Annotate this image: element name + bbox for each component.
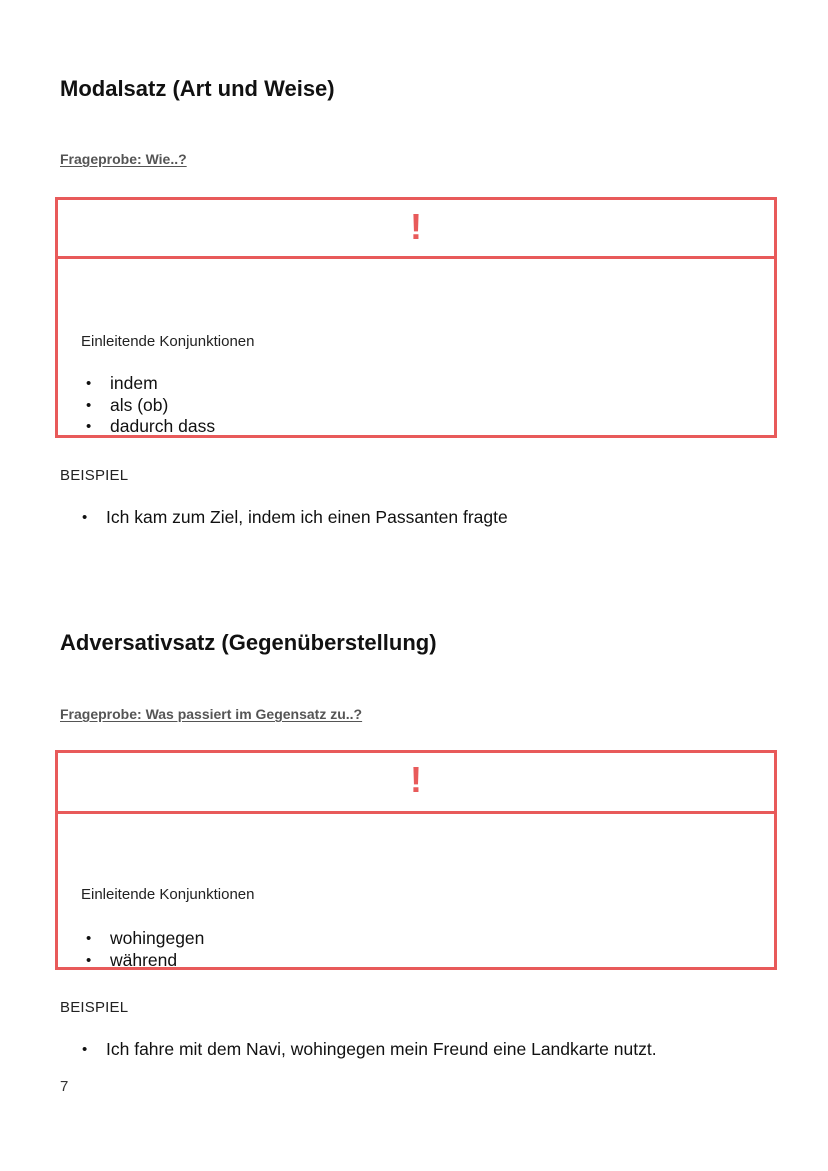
example-list [78, 507, 508, 529]
page-number: 7 [60, 1078, 69, 1095]
info-box [55, 197, 777, 438]
list-item: • während [82, 950, 204, 972]
question-probe: Frageprobe: Was passiert im Gegensatz zu..? [60, 706, 363, 722]
list-item: • als (ob) [82, 395, 215, 417]
list-item: • wohingegen [82, 928, 204, 950]
info-box-header [58, 753, 774, 814]
example-label: BEISPIEL [60, 999, 129, 1016]
info-box-header [58, 200, 774, 259]
conjunction-list [82, 928, 204, 971]
list-item: • dadurch dass [82, 416, 215, 438]
example-list [78, 1039, 657, 1061]
list-item: • Ich kam zum Ziel, indem ich einen Passanten fragte [78, 507, 508, 529]
conjunction-list [82, 373, 215, 438]
exclamation-icon: ! [410, 759, 422, 800]
exclamation-icon: ! [410, 206, 422, 247]
box-caption: Einleitende Konjunktionen [81, 886, 255, 903]
info-box [55, 750, 777, 970]
list-item: • indem [82, 373, 215, 395]
section-heading: Modalsatz (Art und Weise) [60, 76, 335, 101]
box-caption: Einleitende Konjunktionen [81, 333, 255, 350]
question-probe: Frageprobe: Wie..? [60, 151, 187, 167]
section-heading: Adversativsatz (Gegenüberstellung) [60, 630, 437, 655]
example-label: BEISPIEL [60, 467, 129, 484]
list-item: • Ich fahre mit dem Navi, wohingegen mein Freund eine Landkarte nutzt. [78, 1039, 657, 1061]
